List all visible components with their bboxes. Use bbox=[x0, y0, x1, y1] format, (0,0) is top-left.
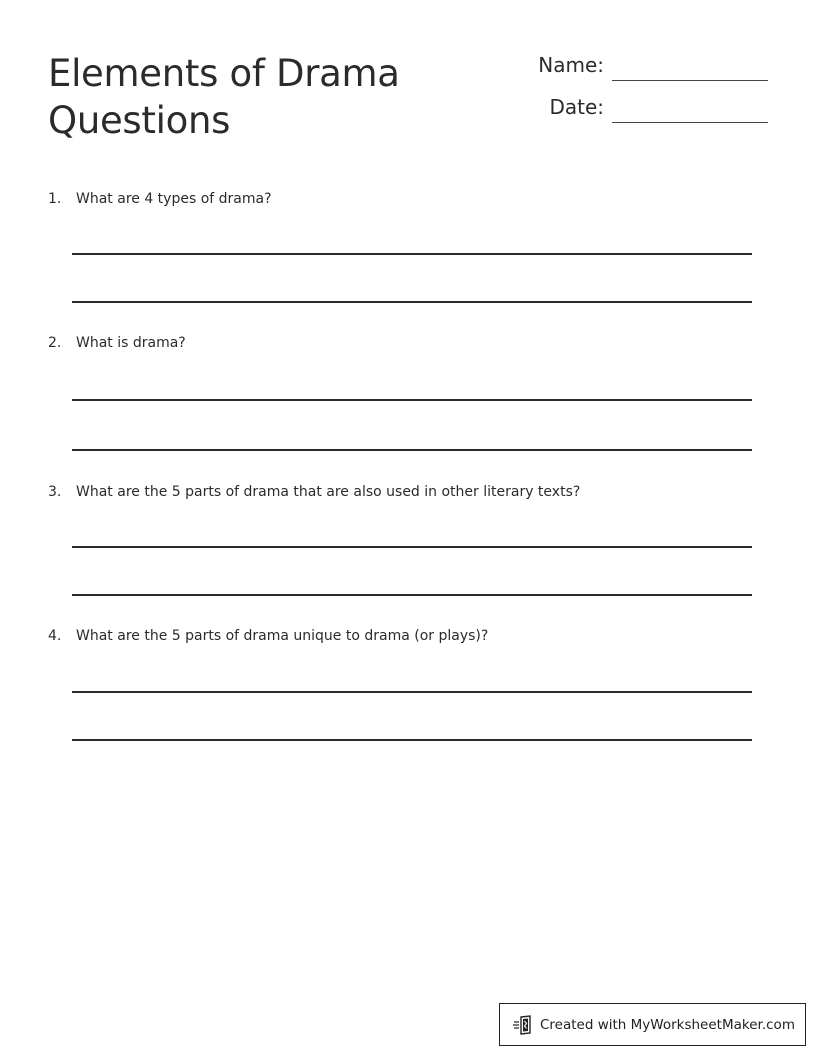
question-number: 1. bbox=[48, 191, 62, 207]
name-label: Name: bbox=[538, 53, 604, 77]
title-line-2: Questions bbox=[48, 99, 231, 142]
question-4 bbox=[48, 626, 768, 646]
question-text-row bbox=[48, 482, 768, 502]
question-prompt: What are the 5 parts of drama unique to drama (or plays)? bbox=[76, 628, 489, 644]
answer-line[interactable] bbox=[72, 301, 752, 303]
footer-text: Created with MyWorksheetMaker.com bbox=[540, 1016, 795, 1033]
question-1 bbox=[48, 189, 768, 209]
question-number: 2. bbox=[48, 335, 62, 351]
book-logo-icon bbox=[512, 1014, 534, 1036]
question-2 bbox=[48, 333, 768, 353]
question-text-row bbox=[48, 626, 768, 646]
answer-line[interactable] bbox=[72, 399, 752, 401]
question-prompt: What are 4 types of drama? bbox=[76, 191, 272, 207]
answer-line[interactable] bbox=[72, 546, 752, 548]
question-text-row bbox=[48, 333, 768, 353]
name-blank-line[interactable] bbox=[612, 80, 768, 81]
question-3 bbox=[48, 482, 768, 502]
worksheet-title bbox=[48, 50, 468, 144]
answer-line[interactable] bbox=[72, 691, 752, 693]
question-text-row bbox=[48, 189, 768, 209]
answer-line[interactable] bbox=[72, 253, 752, 255]
question-prompt: What are the 5 parts of drama that are also used in other literary texts? bbox=[76, 484, 581, 500]
question-number: 3. bbox=[48, 484, 62, 500]
question-number: 4. bbox=[48, 628, 62, 644]
date-blank-line[interactable] bbox=[612, 122, 768, 123]
name-field bbox=[508, 52, 768, 82]
answer-line[interactable] bbox=[72, 739, 752, 741]
footer-badge[interactable] bbox=[499, 1003, 806, 1046]
date-label: Date: bbox=[549, 95, 604, 119]
answer-line[interactable] bbox=[72, 449, 752, 451]
date-field bbox=[508, 94, 768, 124]
title-line-1: Elements of Drama bbox=[48, 52, 400, 95]
question-prompt: What is drama? bbox=[76, 335, 186, 351]
answer-line[interactable] bbox=[72, 594, 752, 596]
